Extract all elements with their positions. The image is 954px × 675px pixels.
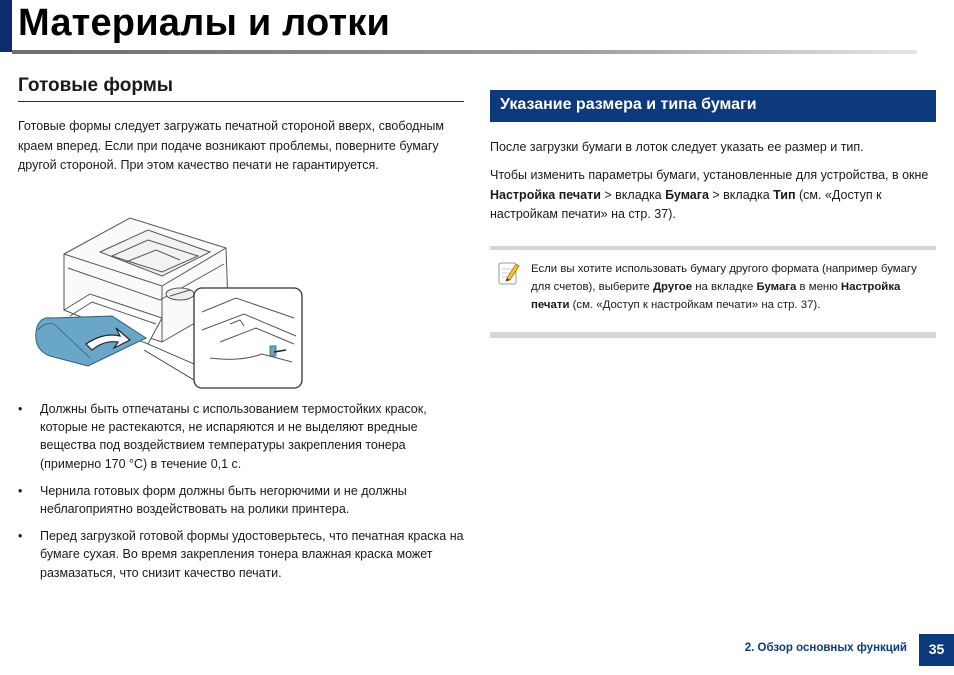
text-run: (см. «Доступ к настройкам печати» на стр. 37). [569,299,821,311]
bold-run: Тип [773,187,796,202]
bullet-marker: • [18,529,23,544]
bullet-marker: • [18,402,23,416]
title-divider [12,50,917,54]
text-run: (см. «Доступ к настройкам печати» на стр. 37). [490,187,882,221]
text-run: Если вы хотите использовать бумагу другого формата (например бумагу для счетов), выберите [531,263,917,293]
footer-section-link[interactable]: 2. Обзор основных функций [744,642,907,654]
text-run: в меню [796,281,841,293]
bullet-text: Перед загрузкой готовой формы удостоверьтесь, что печатная краска на бумаге сухая. Во время закрепления тонера влажная краска может размазаться, что снизит качество печати. [40,529,464,580]
paper-settings-paragraph [490,166,940,225]
intro-paragraph: Готовые формы следует загружать печатной стороной вверх, свободным краем вперед. Если при подаче возникают проблемы, поверните бумагу другой стороной. При этом качество печати не гарантируется. [18,119,444,172]
text-run: Чтобы изменить параметры бумаги, установленные для устройства, в окне [490,168,929,182]
bold-run: Настройка печати [490,187,601,202]
section-heading-preprinted: Готовые формы [18,75,173,96]
section-banner-paper-size [490,90,936,122]
note-text [531,260,936,314]
list-item [18,482,468,518]
section-divider [18,101,464,102]
page-title: Материалы и лотки [18,2,391,44]
bold-run: Другое [652,281,693,293]
text-run: > вкладка [708,187,774,202]
bold-run: Настройка печати [531,281,901,311]
bullet-marker: • [18,483,23,498]
text-run: на вкладке [692,281,757,293]
paper-size-paragraph: После загрузки бумаги в лоток следует указать ее размер и тип. [490,140,864,154]
list-item [18,400,468,473]
bold-run: Бумага [756,281,797,293]
bullet-text: Чернила готовых форм должны быть негорючими и не должны неблагоприятно воздействовать на ролики принтера. [40,483,407,517]
text-run: > вкладка [600,187,666,202]
bold-run: Бумага [665,187,709,202]
requirements-list [18,400,468,591]
note-box [490,246,936,338]
page-number: 35 [919,634,954,666]
bullet-text: Должны быть отпечатаны с использованием термостойких красок, которые не растекаются, не испаряются и не выделяют вредные вещества под воздействием температуры закрепления тонера (примерно 170 °C) в течение 0,1 с. [40,402,427,471]
title-accent-bar [0,0,12,52]
printer-loading-illustration [30,212,308,392]
section-heading-paper-size: Указание размера и типа бумаги [500,96,757,113]
list-item [18,527,468,582]
note-pencil-icon [498,260,520,286]
